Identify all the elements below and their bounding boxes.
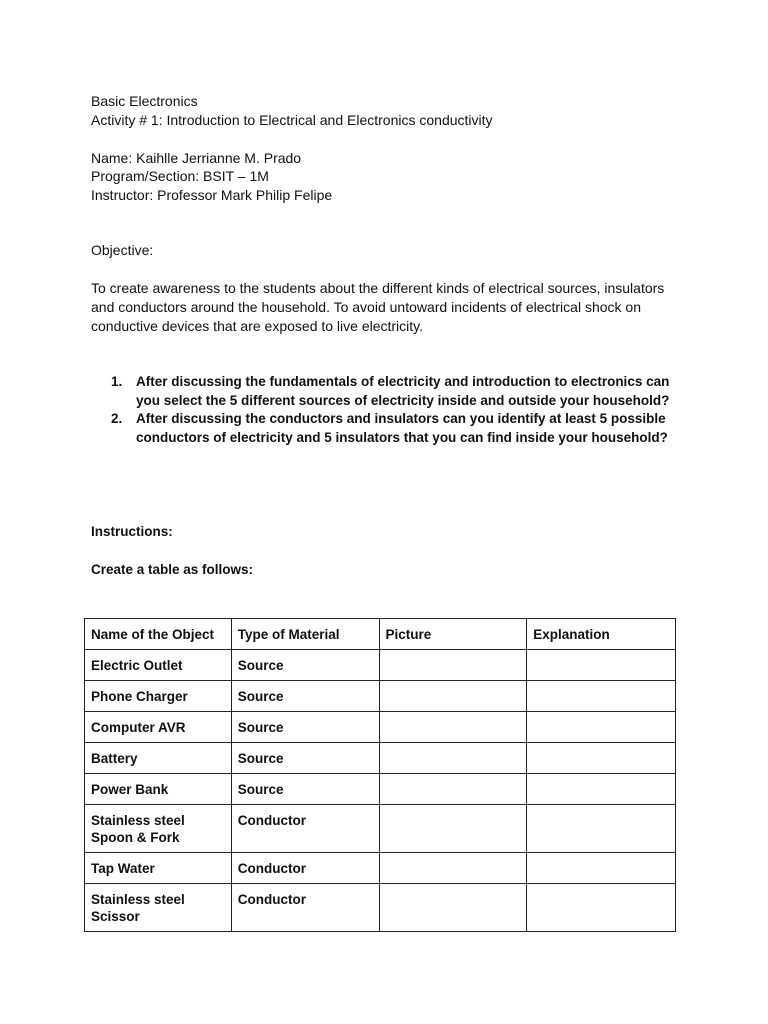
program-section: Program/Section: BSIT – 1M [91, 168, 269, 184]
activity-title: Activity # 1: Introduction to Electrical and Electronics conductivity [91, 112, 493, 128]
question-text: After discussing the fundamentals of electricity and introduction to electronics can you select the 5 different sources of electricity inside and outside your household? [136, 374, 670, 408]
cell-picture [379, 884, 527, 932]
table-row [85, 743, 676, 774]
cell-name: Stainless steel Scissor [85, 884, 232, 932]
cell-picture [379, 681, 527, 712]
header-explanation: Explanation [527, 619, 676, 650]
cell-explanation [527, 774, 676, 805]
table-row [85, 650, 676, 681]
question-number: 1. [111, 374, 123, 389]
question-item [111, 373, 671, 410]
table-row [85, 805, 676, 853]
cell-name: Stainless steel Spoon & Fork [85, 805, 232, 853]
table-row [85, 712, 676, 743]
cell-picture [379, 805, 527, 853]
cell-type: Source [231, 774, 379, 805]
instructor-name: Instructor: Professor Mark Philip Felipe [91, 187, 333, 203]
cell-explanation [527, 650, 676, 681]
cell-type: Source [231, 681, 379, 712]
table-header-row [85, 619, 676, 650]
table-row [85, 774, 676, 805]
cell-explanation [527, 853, 676, 884]
cell-picture [379, 774, 527, 805]
objective-heading: Objective: [91, 242, 154, 258]
question-number: 2. [111, 411, 123, 426]
header-name: Name of the Object [85, 619, 232, 650]
table-row [85, 681, 676, 712]
cell-name: Phone Charger [85, 681, 232, 712]
cell-type: Conductor [231, 805, 379, 853]
course-title: Basic Electronics [91, 93, 198, 109]
cell-explanation [527, 681, 676, 712]
cell-name: Battery [85, 743, 232, 774]
cell-picture [379, 743, 527, 774]
cell-picture [379, 650, 527, 681]
materials-table [84, 618, 676, 932]
cell-type: Source [231, 650, 379, 681]
cell-name: Computer AVR [85, 712, 232, 743]
cell-type: Conductor [231, 884, 379, 932]
cell-picture [379, 712, 527, 743]
cell-explanation [527, 884, 676, 932]
instructions-subheading: Create a table as follows: [91, 562, 254, 577]
cell-type: Source [231, 712, 379, 743]
header-picture: Picture [379, 619, 527, 650]
cell-explanation [527, 712, 676, 743]
cell-name: Power Bank [85, 774, 232, 805]
cell-type: Conductor [231, 853, 379, 884]
question-list [111, 373, 671, 447]
question-item [111, 410, 671, 447]
cell-name: Electric Outlet [85, 650, 232, 681]
cell-name: Tap Water [85, 853, 232, 884]
cell-explanation [527, 805, 676, 853]
header-type: Type of Material [231, 619, 379, 650]
objective-text: To create awareness to the students about the different kinds of electrical sources, insulators and conductors around the household. To avoid untoward incidents of electrical shock on conductive devices that are exposed to live electricity. [91, 280, 665, 334]
instructions-heading: Instructions: [91, 524, 173, 539]
cell-explanation [527, 743, 676, 774]
cell-type: Source [231, 743, 379, 774]
question-text: After discussing the conductors and insulators can you identify at least 5 possible conductors of electricity and 5 insulators that you can find inside your household? [136, 411, 668, 445]
table-row [85, 884, 676, 932]
cell-picture [379, 853, 527, 884]
table-row [85, 853, 676, 884]
student-name: Name: Kaihlle Jerrianne M. Prado [91, 150, 302, 166]
